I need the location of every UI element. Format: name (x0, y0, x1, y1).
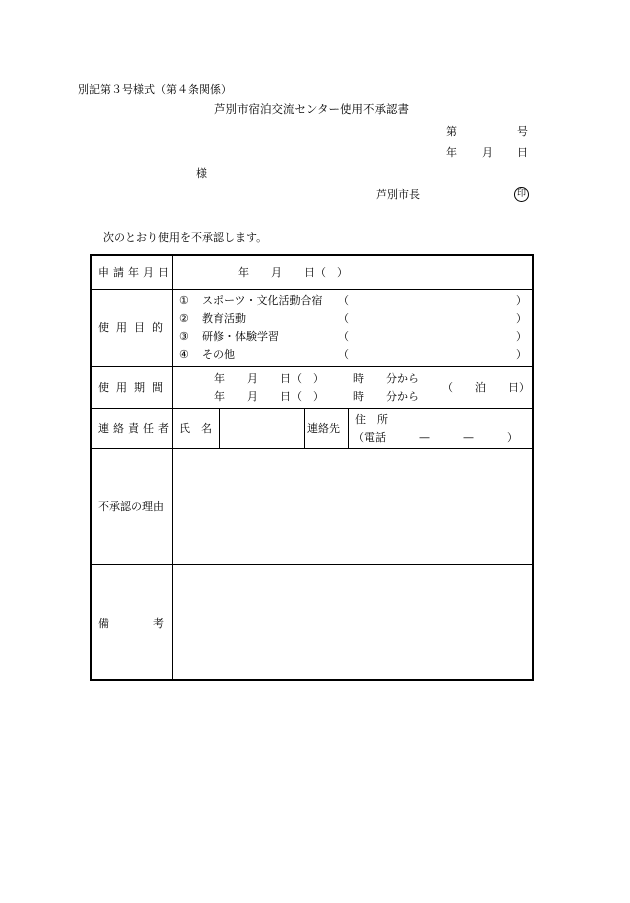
purpose-close-4: ） (516, 348, 527, 361)
seal-mark (514, 187, 529, 202)
number-suffix: 号 (517, 125, 528, 138)
row-divider (92, 448, 532, 449)
application-date-value: 年 月 日（ ） (238, 266, 348, 279)
date-day: 日 (517, 146, 528, 159)
purpose-num-1: ① (179, 294, 189, 307)
contact-divider (304, 408, 305, 448)
row-divider (92, 564, 532, 565)
row-divider (92, 366, 532, 367)
purpose-label: 使用目的 (98, 321, 170, 334)
purpose-option-4: その他 (202, 348, 235, 361)
purpose-open-4: （ (338, 348, 349, 361)
phone-field: （電話 — — ） (353, 431, 518, 444)
period-start-time: 時 分から (353, 372, 419, 385)
purpose-close-2: ） (516, 312, 527, 325)
purpose-close-1: ） (516, 294, 527, 307)
application-date-label: 申請年月日 (98, 266, 173, 279)
period-end-time: 時 分から (353, 390, 419, 403)
form-label: 別記第３号様式（第４条関係） (78, 83, 232, 96)
period-end-date: 年 月 日（ ） (214, 390, 324, 403)
row-divider (92, 289, 532, 290)
purpose-num-2: ② (179, 312, 189, 325)
period-stay: （ 泊 日） (442, 381, 530, 394)
address-label: 住 所 (355, 413, 388, 426)
remarks-label: 備 考 (98, 617, 164, 630)
period-start-date: 年 月 日（ ） (214, 372, 324, 385)
contact-divider (348, 408, 349, 448)
purpose-num-3: ③ (179, 330, 189, 343)
purpose-option-2: 教育活動 (202, 312, 246, 325)
date-month: 月 (482, 146, 493, 159)
purpose-close-3: ） (516, 330, 527, 343)
label-column-divider (172, 256, 173, 679)
contact-label: 連絡先 (307, 422, 340, 435)
document-title: 芦別市宿泊交流センター使用不承認書 (214, 102, 410, 116)
purpose-open-1: （ (338, 294, 349, 307)
purpose-open-2: （ (338, 312, 349, 325)
issuer-name: 芦別市長 (376, 188, 420, 201)
purpose-open-3: （ (338, 330, 349, 343)
purpose-option-1: スポーツ・文化活動合宿 (202, 294, 323, 307)
addressee-suffix: 様 (196, 167, 207, 180)
reason-label: 不承認の理由 (98, 500, 164, 513)
seal-icon: 印 (514, 187, 529, 202)
number-prefix: 第 (446, 125, 457, 138)
intro-text: 次のとおり使用を不承認します。 (103, 231, 268, 244)
contact-person-label: 連絡責任者 (98, 422, 173, 435)
disapproval-table (90, 254, 534, 681)
purpose-num-4: ④ (179, 348, 189, 361)
period-label: 使用期間 (98, 381, 170, 394)
purpose-option-3: 研修・体験学習 (202, 330, 279, 343)
date-year: 年 (446, 146, 457, 159)
name-label: 氏 名 (179, 422, 212, 435)
contact-divider (219, 408, 220, 448)
row-divider (92, 408, 532, 409)
